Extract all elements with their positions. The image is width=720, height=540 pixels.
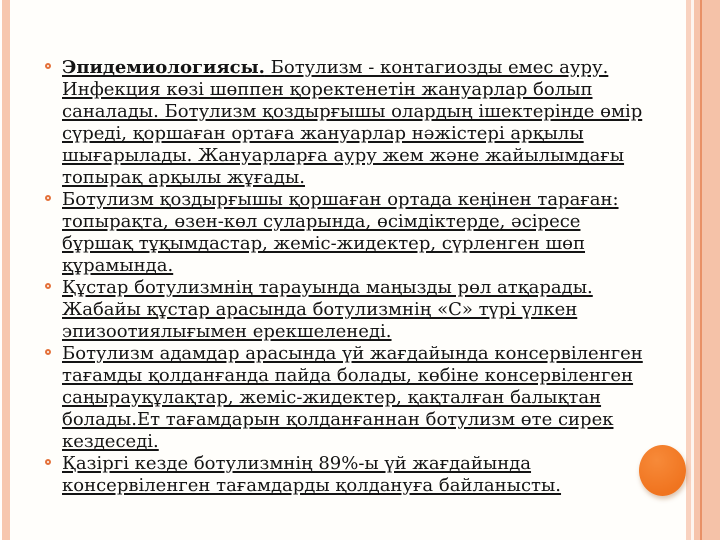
bullet-item-environment <box>44 189 644 277</box>
bullet-ring-icon <box>45 63 51 69</box>
bullet-ring-icon <box>45 349 51 355</box>
bullet-item-statistics <box>44 453 644 497</box>
right-stripe-outer <box>702 0 720 540</box>
bullet-item-humans <box>44 343 644 453</box>
right-border-stripes <box>686 0 720 540</box>
slide-body-text <box>44 57 644 497</box>
bullet-text-wrap <box>62 57 642 188</box>
bullet-text-wrap <box>62 453 561 496</box>
orange-circle-decoration <box>639 445 686 496</box>
bullet-text-wrap <box>62 343 643 452</box>
bullet-text: Ботулизм - контагиозды емес ауру. Инфекция көзі шөппен қоректенетін жануарлар болып саналады. Ботулизм қоздырғышы олардың ішектерінде өмір сүреді, қоршаған ортаға жануарлар нәжістері арқылы шығарылады. Жануарларға ауру жем және жайылымдағы топырақ арқылы жұғады. <box>62 57 643 188</box>
bullet-ring-icon <box>45 459 51 465</box>
bullet-lead: Эпидемиологиясы. <box>62 57 265 78</box>
bullet-text-wrap <box>62 277 593 342</box>
bullet-ring-icon <box>45 283 51 289</box>
bullet-text: Ботулизм қоздырғышы қоршаған ортада кеңінен тараған: топырақта, өзен-көл суларында, өсімдіктерде, әсіресе бұршақ тұқымдастар, жеміс-жидектер, сүрленген шөп құрамында. <box>62 189 619 276</box>
bullet-text: Құстар ботулизмнің тарауында маңызды рөл атқарады. Жабайы құстар арасында ботулизмнің «С» түрі үлкен эпизоотиялығымен ерекшеленеді. <box>62 277 593 342</box>
bullet-text: Қазіргі кезде ботулизмнің 89%-ы үй жағдайында консервіленген тағамдарды қолдануға байланысты. <box>62 453 562 496</box>
bullet-ring-icon <box>45 195 51 201</box>
left-border-stripe <box>2 0 10 540</box>
bullet-text-wrap <box>62 189 619 276</box>
bullet-item-epidemiology <box>44 57 644 189</box>
bullet-item-birds <box>44 277 644 343</box>
bullet-text: Ботулизм адамдар арасында үй жағдайында консервіленген тағамды қолданғанда пайда болады, көбіне консервіленген саңырауқұлақтар, жеміс-жидектер, қақталған балықтан болады.Ет тағамдарын қолданғаннан ботулизм өте сирек кездеседі. <box>62 343 643 452</box>
